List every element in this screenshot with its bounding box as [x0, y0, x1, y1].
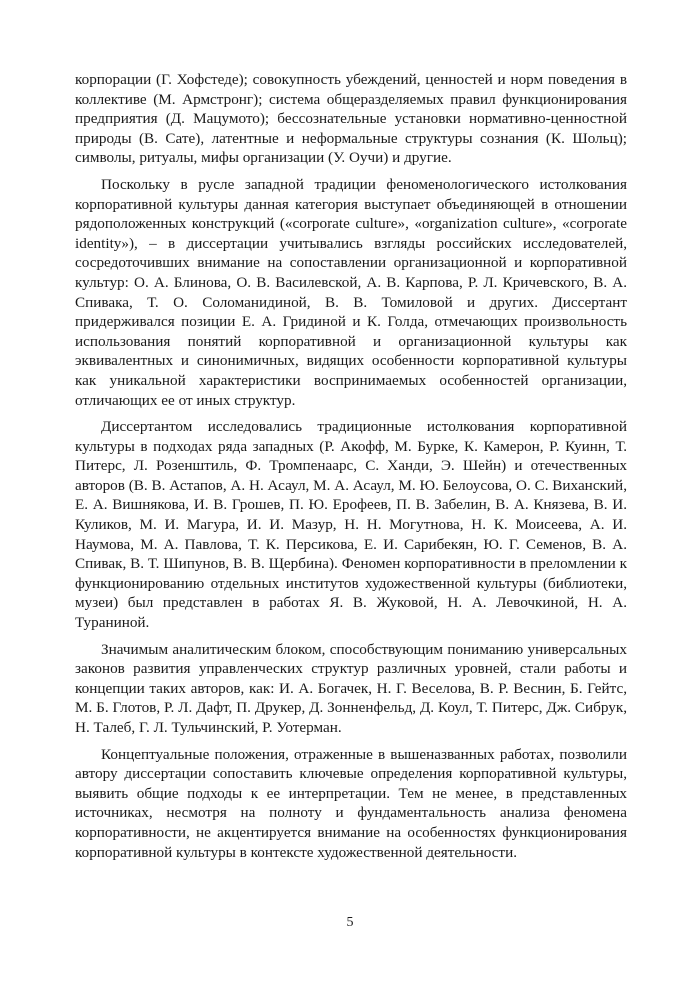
paragraph-5: Концептуальные положения, отраженные в вышеназванных работах, позволили автору диссертации сопоставить ключевые определения корпоративной культуры, выявить общие подходы к ее интерпретации. Тем не менее, в представленных источниках, несмотря на полноту и фундаментальность анализа феномена корпоративности, не акцентируется внимание на особенностях функционирования корпоративной культуры в контексте художественной деятельности. [75, 745, 627, 861]
page-number: 5 [346, 915, 354, 930]
document-page [75, 70, 627, 869]
paragraph-4: Значимым аналитическим блоком, способствующим пониманию универсальных законов развития управленческих структур различных уровней, стали работы и концепции таких авторов, как: И. А. Богачек, Н. Г. Веселова, В. Р. Веснин, Б. Гейтс, М. Б. Глотов, Р. Л. Дафт, П. Друкер, Д. Зонненфельд, Д. Коул, Т. Питерс, Дж. Сибрук, Н. Талеб, Г. Л. Тульчинский, Р. Уотерман. [75, 640, 627, 736]
paragraph-3: Диссертантом исследовались традиционные истолкования корпоративной культуры в подходах ряда западных (Р. Акофф, М. Бурке, К. Камерон, Р. Куинн, Т. Питерс, Л. Розенштиль, Ф. Тромпенаарс, С. Ханди, Э. Шейн) и отечественных авторов (В. В. Астапов, А. Н. Асаул, М. А. Асаул, М. Ю. Белоусова, О. С. Виханский, Е. А. Вишнякова, И. В. Грошев, П. Ю. Ерофеев, П. В. Забелин, В. А. Князева, В. И. Куликов, М. И. Магура, И. И. Мазур, Н. Н. Могутнова, Н. К. Моисеева, А. И. Наумова, М. А. Павлова, Т. К. Персикова, Е. И. Сарибекян, Ю. Г. Семенов, В. А. Спивак, В. Т. Шипунов, В. В. Щербина). Феномен корпоративности в преломлении к функционированию отдельных институтов художественной культуры (библиотеки, музеи) был представлен в работах Я. В. Жуковой, Н. А. Левочкиной, Н. А. Тураниной. [75, 418, 627, 632]
paragraph-2: Поскольку в русле западной традиции феноменологического истолкования корпоративной культуры данная категория выступает объединяющей в отношении рядоположенных конструкций («corporate culture», «organization culture», «corporate identity»), – в диссертации учитывались взгляды российских исследователей, сосредоточивших внимание на сопоставлении организационной и корпоративной культур: О. А. Блинова, О. В. Василевской, А. В. Карпова, Р. Л. Кричевского, В. А. Спивака, Т. О. Соломанидиной, В. В. Томиловой и других. Диссертант придерживался позиции Е. А. Гридиной и К. Голда, отмечающих произвольность использования понятий корпоративной и организационной культуры как эквивалентных и синонимичных, видящих особенности корпоративной культуры как уникальной характеристики воспринимаемых особенностей организации, отличающих ее от иных структур. [75, 175, 627, 409]
paragraph-1: корпорации (Г. Хофстеде); совокупность убеждений, ценностей и норм поведения в коллективе (М. Армстронг); система общеразделяемых правил функционирования предприятия (Д. Мацумото); бессознательные установки нормативно-ценностной природы (В. Сате), латентные и неформальные структуры сознания (К. Шольц); символы, ритуалы, мифы организации (У. Оучи) и другие. [75, 71, 627, 167]
